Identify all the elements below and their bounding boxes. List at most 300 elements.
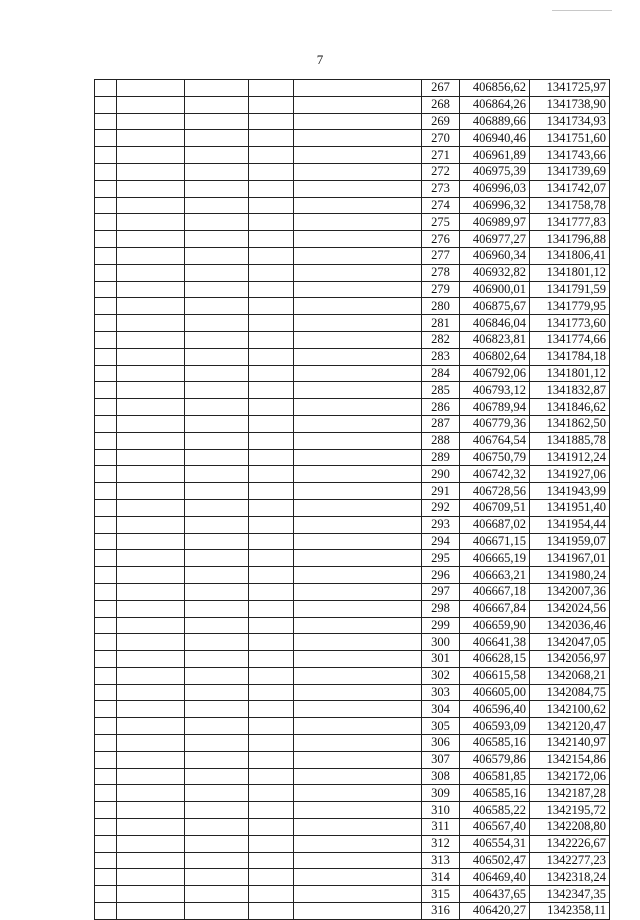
empty-cell bbox=[117, 264, 185, 281]
y-coordinate-cell: 1341832,87 bbox=[530, 382, 610, 399]
table-row bbox=[95, 281, 610, 298]
point-number-cell: 314 bbox=[422, 869, 460, 886]
point-number-cell: 282 bbox=[422, 331, 460, 348]
empty-cell bbox=[185, 197, 249, 214]
empty-cell bbox=[117, 735, 185, 752]
empty-cell bbox=[117, 163, 185, 180]
empty-cell bbox=[294, 264, 422, 281]
empty-cell bbox=[95, 197, 117, 214]
table-row bbox=[95, 264, 610, 281]
point-number-cell: 281 bbox=[422, 315, 460, 332]
point-number-cell: 315 bbox=[422, 886, 460, 903]
empty-cell bbox=[95, 247, 117, 264]
point-number-cell: 311 bbox=[422, 819, 460, 836]
point-number-cell: 278 bbox=[422, 264, 460, 281]
y-coordinate-cell: 1341738,90 bbox=[530, 96, 610, 113]
empty-cell bbox=[294, 516, 422, 533]
table-row bbox=[95, 147, 610, 164]
empty-cell bbox=[249, 382, 294, 399]
table-row bbox=[95, 96, 610, 113]
empty-cell bbox=[185, 466, 249, 483]
point-number-cell: 272 bbox=[422, 163, 460, 180]
table-row bbox=[95, 701, 610, 718]
empty-cell bbox=[294, 231, 422, 248]
empty-cell bbox=[117, 583, 185, 600]
empty-cell bbox=[185, 264, 249, 281]
table-row bbox=[95, 533, 610, 550]
empty-cell bbox=[249, 298, 294, 315]
x-coordinate-cell: 406823,81 bbox=[460, 331, 530, 348]
point-number-cell: 308 bbox=[422, 768, 460, 785]
empty-cell bbox=[117, 903, 185, 920]
empty-cell bbox=[249, 516, 294, 533]
empty-cell bbox=[294, 852, 422, 869]
empty-cell bbox=[185, 180, 249, 197]
empty-cell bbox=[249, 231, 294, 248]
empty-cell bbox=[249, 684, 294, 701]
coordinates-table-body bbox=[95, 80, 610, 920]
empty-cell bbox=[249, 96, 294, 113]
x-coordinate-cell: 406764,54 bbox=[460, 432, 530, 449]
table-row bbox=[95, 331, 610, 348]
empty-cell bbox=[249, 886, 294, 903]
empty-cell bbox=[249, 415, 294, 432]
empty-cell bbox=[185, 785, 249, 802]
empty-cell bbox=[95, 684, 117, 701]
y-coordinate-cell: 1341912,24 bbox=[530, 449, 610, 466]
table-row bbox=[95, 550, 610, 567]
empty-cell bbox=[249, 768, 294, 785]
point-number-cell: 301 bbox=[422, 651, 460, 668]
empty-cell bbox=[185, 869, 249, 886]
empty-cell bbox=[294, 785, 422, 802]
x-coordinate-cell: 406687,02 bbox=[460, 516, 530, 533]
empty-cell bbox=[185, 768, 249, 785]
empty-cell bbox=[294, 651, 422, 668]
empty-cell bbox=[185, 634, 249, 651]
table-row bbox=[95, 466, 610, 483]
point-number-cell: 292 bbox=[422, 499, 460, 516]
empty-cell bbox=[294, 735, 422, 752]
table-row bbox=[95, 382, 610, 399]
point-number-cell: 302 bbox=[422, 667, 460, 684]
empty-cell bbox=[95, 281, 117, 298]
empty-cell bbox=[294, 415, 422, 432]
empty-cell bbox=[117, 348, 185, 365]
empty-cell bbox=[294, 483, 422, 500]
empty-cell bbox=[117, 516, 185, 533]
empty-cell bbox=[117, 751, 185, 768]
empty-cell bbox=[185, 315, 249, 332]
empty-cell bbox=[95, 751, 117, 768]
x-coordinate-cell: 406792,06 bbox=[460, 365, 530, 382]
empty-cell bbox=[185, 130, 249, 147]
empty-cell bbox=[249, 701, 294, 718]
empty-cell bbox=[249, 802, 294, 819]
table-row bbox=[95, 499, 610, 516]
table-row bbox=[95, 197, 610, 214]
empty-cell bbox=[95, 634, 117, 651]
y-coordinate-cell: 1342120,47 bbox=[530, 718, 610, 735]
y-coordinate-cell: 1342358,11 bbox=[530, 903, 610, 920]
x-coordinate-cell: 406709,51 bbox=[460, 499, 530, 516]
empty-cell bbox=[249, 819, 294, 836]
empty-cell bbox=[249, 264, 294, 281]
empty-cell bbox=[185, 667, 249, 684]
table-row bbox=[95, 163, 610, 180]
empty-cell bbox=[185, 600, 249, 617]
empty-cell bbox=[185, 113, 249, 130]
table-row bbox=[95, 348, 610, 365]
x-coordinate-cell: 406585,16 bbox=[460, 785, 530, 802]
point-number-cell: 268 bbox=[422, 96, 460, 113]
empty-cell bbox=[117, 550, 185, 567]
empty-cell bbox=[249, 147, 294, 164]
point-number-cell: 275 bbox=[422, 214, 460, 231]
empty-cell bbox=[117, 80, 185, 97]
empty-cell bbox=[249, 651, 294, 668]
empty-cell bbox=[95, 550, 117, 567]
point-number-cell: 305 bbox=[422, 718, 460, 735]
table-row bbox=[95, 365, 610, 382]
y-coordinate-cell: 1341773,60 bbox=[530, 315, 610, 332]
x-coordinate-cell: 406802,64 bbox=[460, 348, 530, 365]
y-coordinate-cell: 1341751,60 bbox=[530, 130, 610, 147]
empty-cell bbox=[185, 802, 249, 819]
y-coordinate-cell: 1342036,46 bbox=[530, 617, 610, 634]
empty-cell bbox=[185, 483, 249, 500]
x-coordinate-cell: 406793,12 bbox=[460, 382, 530, 399]
x-coordinate-cell: 406469,40 bbox=[460, 869, 530, 886]
empty-cell bbox=[117, 147, 185, 164]
empty-cell bbox=[249, 197, 294, 214]
point-number-cell: 294 bbox=[422, 533, 460, 550]
empty-cell bbox=[294, 802, 422, 819]
empty-cell bbox=[185, 903, 249, 920]
empty-cell bbox=[249, 718, 294, 735]
y-coordinate-cell: 1342187,28 bbox=[530, 785, 610, 802]
x-coordinate-cell: 406585,22 bbox=[460, 802, 530, 819]
y-coordinate-cell: 1341777,83 bbox=[530, 214, 610, 231]
table-row bbox=[95, 231, 610, 248]
y-coordinate-cell: 1341959,07 bbox=[530, 533, 610, 550]
x-coordinate-cell: 406502,47 bbox=[460, 852, 530, 869]
empty-cell bbox=[95, 180, 117, 197]
point-number-cell: 316 bbox=[422, 903, 460, 920]
table-row bbox=[95, 768, 610, 785]
empty-cell bbox=[294, 567, 422, 584]
table-row bbox=[95, 130, 610, 147]
empty-cell bbox=[117, 247, 185, 264]
empty-cell bbox=[95, 113, 117, 130]
y-coordinate-cell: 1341885,78 bbox=[530, 432, 610, 449]
empty-cell bbox=[117, 617, 185, 634]
y-coordinate-cell: 1341846,62 bbox=[530, 399, 610, 416]
point-number-cell: 287 bbox=[422, 415, 460, 432]
empty-cell bbox=[294, 382, 422, 399]
point-number-cell: 274 bbox=[422, 197, 460, 214]
empty-cell bbox=[117, 802, 185, 819]
empty-cell bbox=[95, 886, 117, 903]
x-coordinate-cell: 406667,84 bbox=[460, 600, 530, 617]
point-number-cell: 300 bbox=[422, 634, 460, 651]
empty-cell bbox=[249, 365, 294, 382]
y-coordinate-cell: 1341967,01 bbox=[530, 550, 610, 567]
point-number-cell: 295 bbox=[422, 550, 460, 567]
empty-cell bbox=[117, 785, 185, 802]
empty-cell bbox=[249, 80, 294, 97]
empty-cell bbox=[294, 903, 422, 920]
table-row bbox=[95, 751, 610, 768]
x-coordinate-cell: 406665,19 bbox=[460, 550, 530, 567]
table-row bbox=[95, 903, 610, 920]
point-number-cell: 297 bbox=[422, 583, 460, 600]
empty-cell bbox=[117, 399, 185, 416]
table-row bbox=[95, 516, 610, 533]
x-coordinate-cell: 406667,18 bbox=[460, 583, 530, 600]
empty-cell bbox=[95, 785, 117, 802]
empty-cell bbox=[117, 667, 185, 684]
y-coordinate-cell: 1342100,62 bbox=[530, 701, 610, 718]
table-row bbox=[95, 835, 610, 852]
point-number-cell: 286 bbox=[422, 399, 460, 416]
empty-cell bbox=[294, 684, 422, 701]
empty-cell bbox=[95, 617, 117, 634]
x-coordinate-cell: 406940,46 bbox=[460, 130, 530, 147]
empty-cell bbox=[294, 583, 422, 600]
x-coordinate-cell: 406750,79 bbox=[460, 449, 530, 466]
empty-cell bbox=[117, 449, 185, 466]
empty-cell bbox=[117, 432, 185, 449]
x-coordinate-cell: 406567,40 bbox=[460, 819, 530, 836]
empty-cell bbox=[249, 903, 294, 920]
empty-cell bbox=[117, 701, 185, 718]
empty-cell bbox=[294, 751, 422, 768]
empty-cell bbox=[185, 835, 249, 852]
empty-cell bbox=[294, 315, 422, 332]
empty-cell bbox=[294, 432, 422, 449]
coordinates-table bbox=[94, 79, 610, 920]
empty-cell bbox=[294, 667, 422, 684]
empty-cell bbox=[294, 348, 422, 365]
empty-cell bbox=[249, 751, 294, 768]
empty-cell bbox=[95, 298, 117, 315]
empty-cell bbox=[294, 835, 422, 852]
empty-cell bbox=[185, 415, 249, 432]
empty-cell bbox=[185, 231, 249, 248]
table-row bbox=[95, 315, 610, 332]
empty-cell bbox=[95, 365, 117, 382]
empty-cell bbox=[95, 533, 117, 550]
point-number-cell: 312 bbox=[422, 835, 460, 852]
x-coordinate-cell: 406593,09 bbox=[460, 718, 530, 735]
x-coordinate-cell: 406605,00 bbox=[460, 684, 530, 701]
table-row bbox=[95, 735, 610, 752]
y-coordinate-cell: 1342084,75 bbox=[530, 684, 610, 701]
table-row bbox=[95, 180, 610, 197]
empty-cell bbox=[249, 533, 294, 550]
empty-cell bbox=[294, 819, 422, 836]
x-coordinate-cell: 406996,03 bbox=[460, 180, 530, 197]
x-coordinate-cell: 406579,86 bbox=[460, 751, 530, 768]
x-coordinate-cell: 406960,34 bbox=[460, 247, 530, 264]
x-coordinate-cell: 406596,40 bbox=[460, 701, 530, 718]
empty-cell bbox=[95, 214, 117, 231]
point-number-cell: 267 bbox=[422, 80, 460, 97]
empty-cell bbox=[117, 852, 185, 869]
empty-cell bbox=[249, 667, 294, 684]
empty-cell bbox=[185, 701, 249, 718]
empty-cell bbox=[185, 516, 249, 533]
y-coordinate-cell: 1342024,56 bbox=[530, 600, 610, 617]
empty-cell bbox=[185, 886, 249, 903]
empty-cell bbox=[294, 197, 422, 214]
y-coordinate-cell: 1342318,24 bbox=[530, 869, 610, 886]
empty-cell bbox=[294, 886, 422, 903]
empty-cell bbox=[294, 617, 422, 634]
empty-cell bbox=[249, 348, 294, 365]
empty-cell bbox=[249, 550, 294, 567]
empty-cell bbox=[117, 113, 185, 130]
x-coordinate-cell: 406856,62 bbox=[460, 80, 530, 97]
empty-cell bbox=[117, 231, 185, 248]
empty-cell bbox=[249, 869, 294, 886]
empty-cell bbox=[249, 281, 294, 298]
empty-cell bbox=[294, 718, 422, 735]
point-number-cell: 304 bbox=[422, 701, 460, 718]
empty-cell bbox=[117, 130, 185, 147]
table-row bbox=[95, 634, 610, 651]
empty-cell bbox=[95, 231, 117, 248]
x-coordinate-cell: 406875,67 bbox=[460, 298, 530, 315]
y-coordinate-cell: 1342154,86 bbox=[530, 751, 610, 768]
empty-cell bbox=[294, 180, 422, 197]
empty-cell bbox=[95, 516, 117, 533]
empty-cell bbox=[185, 499, 249, 516]
empty-cell bbox=[249, 583, 294, 600]
empty-cell bbox=[249, 214, 294, 231]
empty-cell bbox=[95, 869, 117, 886]
empty-cell bbox=[249, 835, 294, 852]
empty-cell bbox=[294, 365, 422, 382]
empty-cell bbox=[95, 315, 117, 332]
empty-cell bbox=[249, 449, 294, 466]
empty-cell bbox=[95, 130, 117, 147]
empty-cell bbox=[294, 214, 422, 231]
empty-cell bbox=[185, 331, 249, 348]
empty-cell bbox=[95, 163, 117, 180]
table-row bbox=[95, 869, 610, 886]
empty-cell bbox=[95, 651, 117, 668]
empty-cell bbox=[185, 718, 249, 735]
point-number-cell: 293 bbox=[422, 516, 460, 533]
empty-cell bbox=[249, 600, 294, 617]
point-number-cell: 284 bbox=[422, 365, 460, 382]
empty-cell bbox=[117, 499, 185, 516]
y-coordinate-cell: 1341779,95 bbox=[530, 298, 610, 315]
point-number-cell: 291 bbox=[422, 483, 460, 500]
y-coordinate-cell: 1341980,24 bbox=[530, 567, 610, 584]
table-row bbox=[95, 886, 610, 903]
empty-cell bbox=[249, 852, 294, 869]
x-coordinate-cell: 406554,31 bbox=[460, 835, 530, 852]
empty-cell bbox=[294, 281, 422, 298]
table-row bbox=[95, 113, 610, 130]
empty-cell bbox=[95, 701, 117, 718]
empty-cell bbox=[185, 281, 249, 298]
point-number-cell: 285 bbox=[422, 382, 460, 399]
empty-cell bbox=[95, 667, 117, 684]
table-row bbox=[95, 483, 610, 500]
y-coordinate-cell: 1341739,69 bbox=[530, 163, 610, 180]
table-row bbox=[95, 785, 610, 802]
point-number-cell: 307 bbox=[422, 751, 460, 768]
y-coordinate-cell: 1341801,12 bbox=[530, 365, 610, 382]
empty-cell bbox=[185, 247, 249, 264]
point-number-cell: 271 bbox=[422, 147, 460, 164]
empty-cell bbox=[185, 96, 249, 113]
empty-cell bbox=[95, 852, 117, 869]
table-row bbox=[95, 684, 610, 701]
empty-cell bbox=[249, 130, 294, 147]
empty-cell bbox=[117, 315, 185, 332]
empty-cell bbox=[249, 247, 294, 264]
table-row bbox=[95, 852, 610, 869]
empty-cell bbox=[294, 399, 422, 416]
y-coordinate-cell: 1341758,78 bbox=[530, 197, 610, 214]
empty-cell bbox=[117, 197, 185, 214]
empty-cell bbox=[95, 415, 117, 432]
y-coordinate-cell: 1341943,99 bbox=[530, 483, 610, 500]
point-number-cell: 289 bbox=[422, 449, 460, 466]
scan-edge-line bbox=[552, 10, 612, 11]
table-row bbox=[95, 432, 610, 449]
empty-cell bbox=[185, 550, 249, 567]
empty-cell bbox=[294, 600, 422, 617]
x-coordinate-cell: 406846,04 bbox=[460, 315, 530, 332]
x-coordinate-cell: 406437,65 bbox=[460, 886, 530, 903]
empty-cell bbox=[117, 651, 185, 668]
empty-cell bbox=[294, 247, 422, 264]
empty-cell bbox=[249, 567, 294, 584]
x-coordinate-cell: 406789,94 bbox=[460, 399, 530, 416]
x-coordinate-cell: 406864,26 bbox=[460, 96, 530, 113]
empty-cell bbox=[249, 735, 294, 752]
empty-cell bbox=[249, 113, 294, 130]
empty-cell bbox=[95, 432, 117, 449]
empty-cell bbox=[117, 214, 185, 231]
point-number-cell: 270 bbox=[422, 130, 460, 147]
empty-cell bbox=[95, 449, 117, 466]
empty-cell bbox=[185, 583, 249, 600]
point-number-cell: 276 bbox=[422, 231, 460, 248]
y-coordinate-cell: 1341774,66 bbox=[530, 331, 610, 348]
empty-cell bbox=[294, 331, 422, 348]
point-number-cell: 269 bbox=[422, 113, 460, 130]
empty-cell bbox=[117, 382, 185, 399]
point-number-cell: 277 bbox=[422, 247, 460, 264]
empty-cell bbox=[95, 331, 117, 348]
empty-cell bbox=[117, 331, 185, 348]
x-coordinate-cell: 406659,90 bbox=[460, 617, 530, 634]
empty-cell bbox=[185, 617, 249, 634]
table-row bbox=[95, 247, 610, 264]
empty-cell bbox=[294, 466, 422, 483]
empty-cell bbox=[294, 550, 422, 567]
empty-cell bbox=[95, 819, 117, 836]
point-number-cell: 309 bbox=[422, 785, 460, 802]
empty-cell bbox=[95, 735, 117, 752]
